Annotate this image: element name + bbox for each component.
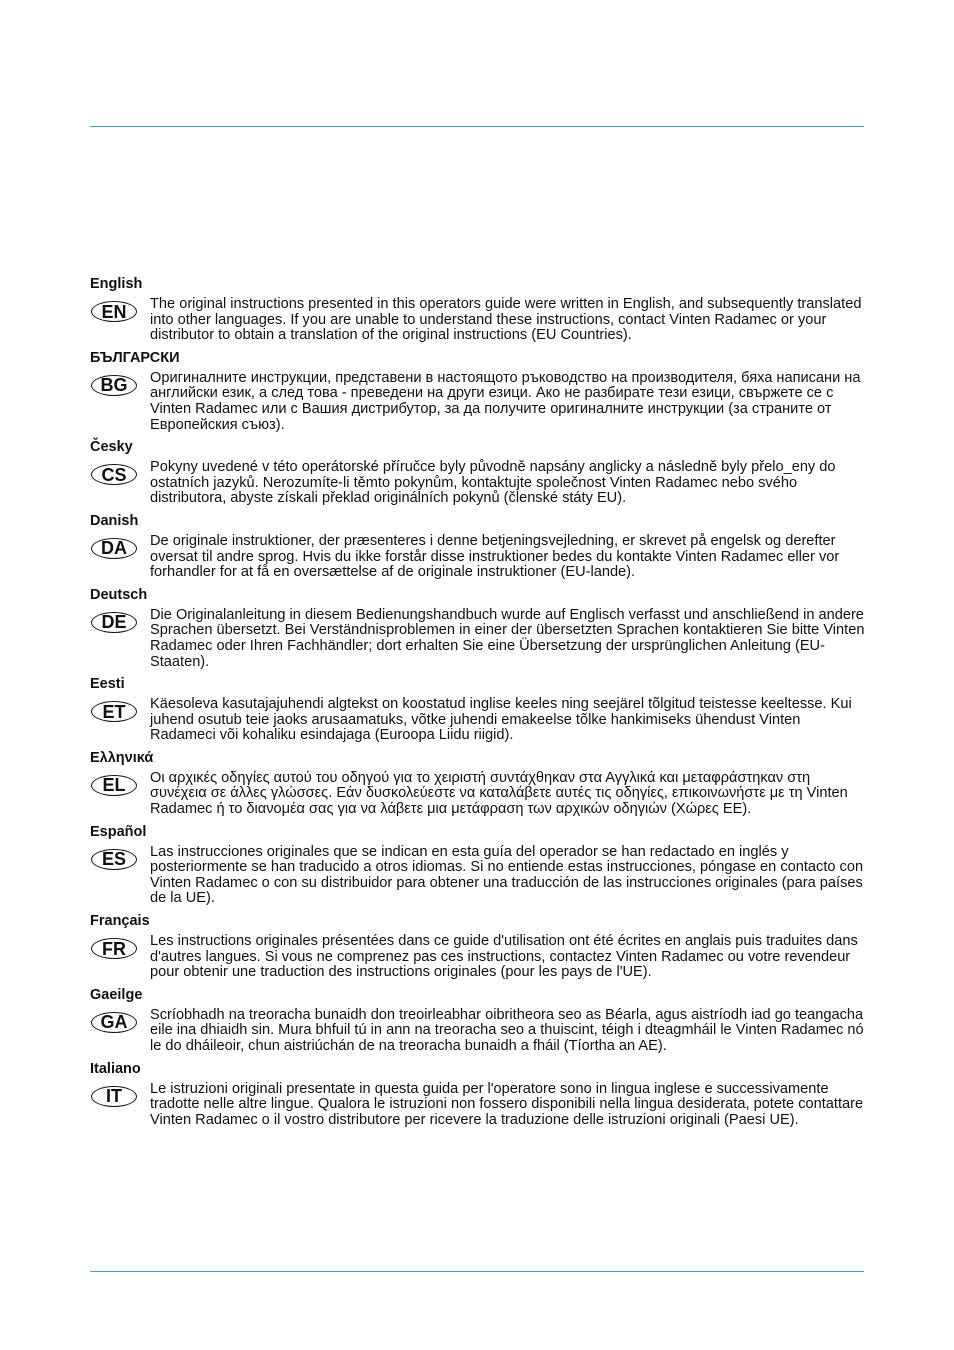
section-danish [90,513,865,581]
language-heading: Gaeilge [90,986,143,1003]
language-code-badge: FR [91,938,137,959]
language-notice-text: Pokyny uvedené v této operátorské příručce byly původně napsány anglicky a následně byly přelo_eny do ostatních jazyků. Nerozumíte-li těmto pokynům, kontaktujte společnost Vinten Radamec nebo svého distributora, abyste získali překlad originálních pokynů (členské státy EU). [150,459,836,507]
language-code-badge: ET [91,701,137,722]
language-row [90,1082,865,1129]
language-row [90,371,865,433]
language-row [90,697,865,744]
section-spanish [90,824,865,907]
language-row [90,297,865,344]
language-code-badge: DE [91,612,137,633]
language-heading: Italiano [90,1060,141,1077]
language-notice-text: Οι αρχικές οδηγίες αυτού του οδηγού για το χειριστή συντάχθηκαν στα Αγγλικά και μεταφράστηκαν στη συνέχεια σε άλλες γλώσσες. Εάν δυσκολεύεστε να καταλάβετε αυτές τις οδηγίες, επικοινωνήστε με τη Vinten Radamec ή το διανομέα σας για να λάβετε μια μετάφραση των αρχικών οδηγιών (Χώρες ΕΕ). [150,769,848,818]
section-english [90,276,865,344]
language-notice-text: Le istruzioni originali presentate in questa guida per l'operatore sono in lingua inglese e successivamente tradotte nelle altre lingue. Qualora le istruzioni non fossero disponibili nella lingua desiderata, potete contattare Vinten Radamec o il vostro distributore per ricevere la traduzione delle istruzioni originali (Paesi UE). [150,1080,864,1128]
section-german [90,587,865,670]
language-code-badge: BG [91,375,137,396]
language-code-badge: EN [91,301,137,322]
section-estonian [90,676,865,744]
language-notice-text: Käesoleva kasutajajuhendi algtekst on koostatud inglise keeles ning seejärel tõlgitud teistesse keeltesse. Kui juhend osutub teie jaoks arusaamatuks, võtke juhendi emakeelse tõlke hankimiseks ühendust Vinten Radameci või kohaliku esindajaga (Euroopa Liidu riigid). [150,696,852,744]
section-czech [90,439,865,507]
language-code-badge: GA [91,1012,137,1033]
language-row [90,460,865,507]
language-heading: Danish [90,512,139,529]
language-notice-text: Las instrucciones originales que se indican en esta guía del operador se han redactado en inglés y posteriormente se han traducido a otros idiomas. Si no entiende estas instrucciones, póngase en contacto con Vinten Radamec o con su distribuidor para obtener una traducción de las instrucciones originales (para países de la UE). [150,843,864,907]
language-notice-text: Оригиналните инструкции, представени в настоящото ръководство на производителя, бяха написани на английски език, а след това - преведени на други езици. Ако не разбирате тези езици, свържете се с Vinten Radamec или с Вашия дистрибутор, за да получите оригиналните инструкции (за страните от Европейския съюз). [150,369,861,433]
language-row [90,845,865,907]
language-heading: Česky [90,439,133,456]
section-french [90,913,865,981]
language-notice-text: Les instructions originales présentées dans ce guide d'utilisation ont été écrites en anglais puis traduites dans d'autres langues. Si vous ne comprenez pas ces instructions, contactez Vinten Radamec ou votre revendeur pour obtenir une traduction des instructions originales (pour les pays de l'UE). [150,933,858,981]
language-notice-text: De originale instruktioner, der præsenteres i denne betjeningsvejledning, er skrevet på engelsk og derefter oversat til andre sprog. Hvis du ikke forstår disse instruktioner bedes du kontakte Vinten Radamec eller vor forhandler for at få en oversættelse af de originale instruktioner (EU-lande). [150,532,840,581]
language-heading: Eesti [90,676,125,693]
language-notice-text: The original instructions presented in this operators guide were written in English, and subsequently translated into other languages. If you are unable to understand these instructions, contact Vinten Radamec or your distributor to obtain a translation of the original instructions (EU Countries). [150,296,862,344]
language-code-badge: EL [91,775,137,796]
section-irish [90,987,865,1055]
language-row [90,1008,865,1055]
language-heading: English [90,276,143,292]
language-heading: Ελληνικά [90,749,154,766]
language-code-badge: IT [91,1086,137,1107]
language-heading: БЪЛГАРСКИ [90,349,180,366]
section-greek [90,750,865,818]
language-row [90,534,865,581]
language-row [90,771,865,818]
language-heading: Deutsch [90,586,148,603]
language-notice-list [90,276,865,1134]
footer-rule [90,1271,864,1272]
header-rule [90,126,864,127]
language-row [90,608,865,670]
section-italian [90,1061,865,1129]
language-code-badge: DA [91,538,137,559]
language-row [90,934,865,981]
language-heading: Français [90,913,150,930]
language-notice-text: Scríobhadh na treoracha bunaidh don treoirleabhar oibritheora seo as Béarla, agus aistríodh iad go teangacha eile ina dhiaidh sin. Mura bhfuil tú in ann na treoracha seo a thuiscint, téigh i dteagmháil le Vinten Radamec nó le do dháileoir, chun aistriúchán de na treoracha bunaidh a fháil (Tíortha an AE). [150,1006,864,1054]
language-notice-text: Die Originalanleitung in diesem Bedienungshandbuch wurde auf Englisch verfasst und anschließend in andere Sprachen übersetzt. Bei Verständnisproblemen in einer der übersetzten Sprachen kontaktieren Sie bitte Vinten Radamec oder Ihren Fachhändler; dort erhalten Sie eine Übersetzung der ursprünglichen Anleitung (EU-Staaten). [150,606,865,670]
language-code-badge: CS [91,464,137,485]
language-heading: Español [90,823,147,840]
section-bulgarian [90,350,865,433]
language-code-badge: ES [91,849,137,870]
